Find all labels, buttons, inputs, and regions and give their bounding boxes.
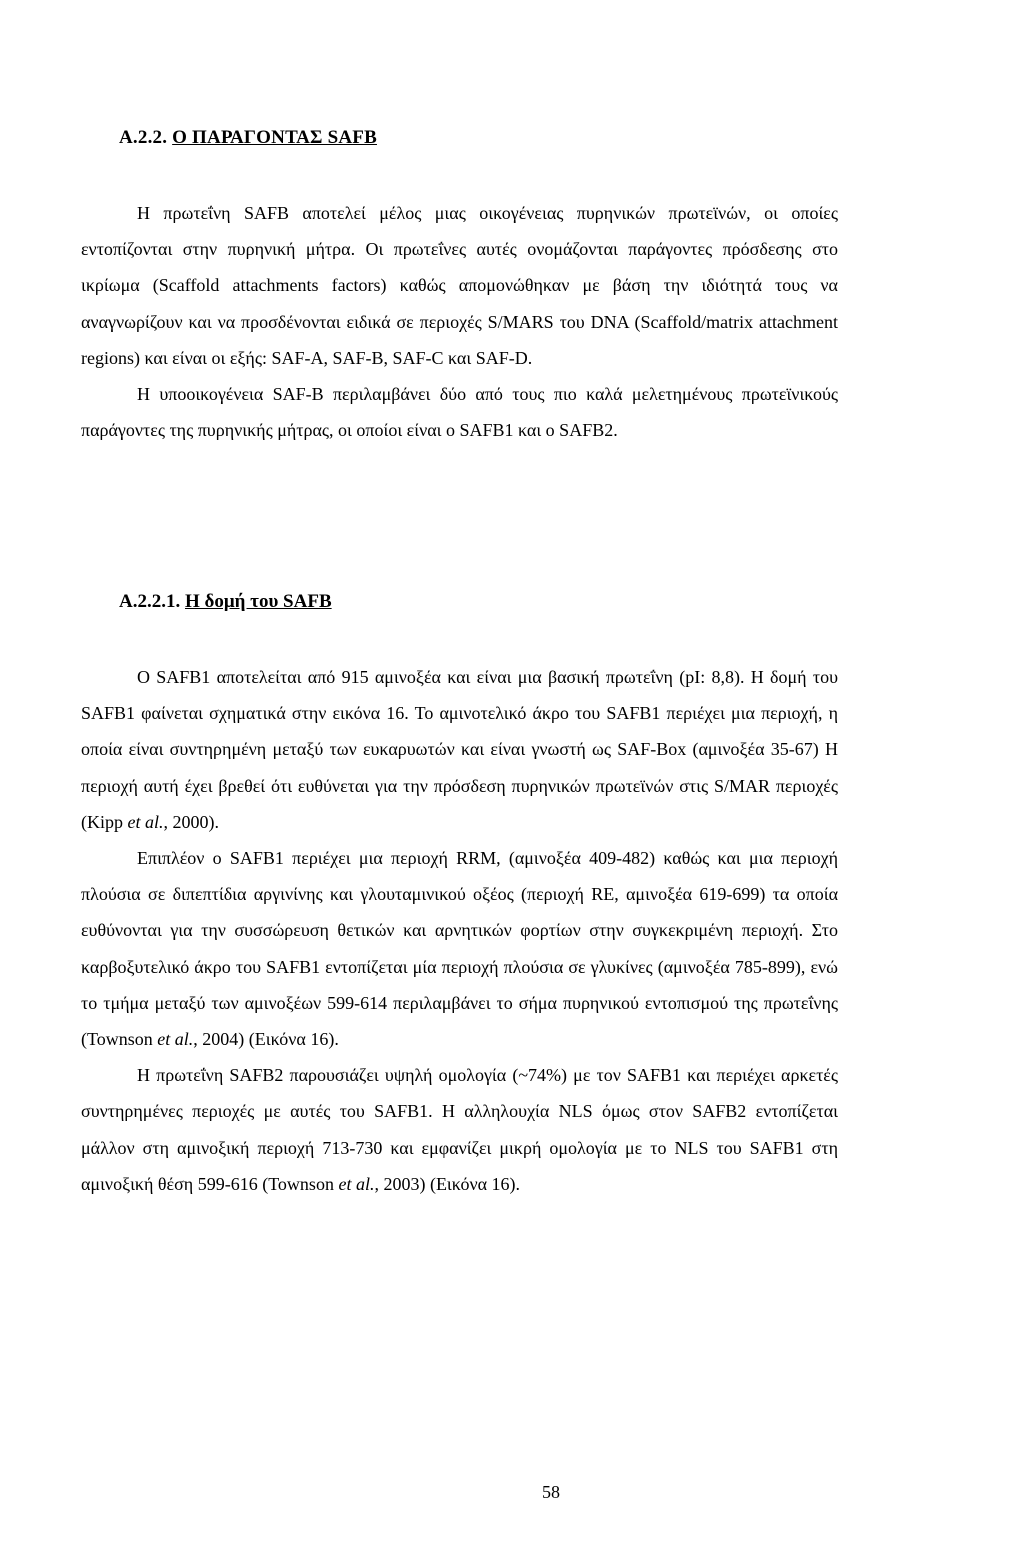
- intro-paragraph-1: Η πρωτεΐνη SAFB αποτελεί μέλος μιας οικογένειας πυρηνικών πρωτεϊνών, οι οποίες εντοπίζονται στην πυρηνική μήτρα. Οι πρωτεΐνες αυτές ονομάζονται παράγοντες πρόσδεσης στο ικρίωμα (Scaffold attachments factors) καθώς απομονώθηκαν με βάση την ιδιότητά τους να αναγνωρίζουν και να προσδένονται ειδικά σε περιοχές S/MARS του DNA (Scaffold/matrix attachment regions) και είναι οι εξής: SAF-A, SAF-B, SAF-C και SAF-D.: [81, 203, 838, 368]
- structure-paragraph-1: [81, 659, 838, 840]
- structure-p2-etal: et al.: [157, 1029, 194, 1050]
- structure-p3-tail: , 2003) (Εικόνα 16).: [374, 1173, 521, 1194]
- structure-p1-text: Ο SAFB1 αποτελείται από 915 αμινοξέα και είναι μια βασική πρωτεΐνη (pI: 8,8). Η δομή του SAFB1 φαίνεται σχηματικά στην εικόνα 16. Το αμινοτελικό άκρο του SAFB1 περιέχει μια περιοχή, η οποία είναι συντηρημένη μεταξύ των ευκαρυωτών και είναι γνωστή ως SAF-Box (αμινοξέα 35-67) Η περιοχή αυτή έχει βρεθεί ότι ευθύνεται για την πρόσδεση πυρηνικών πρωτεϊνών στις S/MAR περιοχές (Kipp: [81, 667, 838, 832]
- structure-p2-text: Επιπλέον ο SAFB1 περιέχει μια περιοχή RRM, (αμινοξέα 409-482) καθώς και μια περιοχή πλούσια σε διπεπτίδια αργινίνης και γλουταμινικού οξέος (περιοχή RE, αμινοξέα 619-699) τα οποία ευθύνονται για την συσσώρευση θετικών και αρνητικών φορτίων στην συγκεκριμένη περιοχή. Στο καρβοξυτελικό άκρο του SAFB1 εντοπίζεται μία περιοχή πλούσια σε γλυκίνες (αμινοξέα 785-899), ενώ το τμήμα μεταξύ των αμινοξέων 599-614 περιλαμβάνει το σήμα πυρηνικού εντοπισμού της πρωτεΐνης (Townson: [81, 848, 838, 1050]
- section-number: A.2.2.: [119, 127, 168, 148]
- structure-p1-etal: et al.: [127, 811, 164, 832]
- structure-paragraph-2: [81, 840, 838, 1057]
- structure-p3-text: Η πρωτεΐνη SAFB2 παρουσιάζει υψηλή ομολογία (~74%) με τον SAFB1 και περιέχει αρκετές συντηρημένες περιοχές με αυτές του SAFB1. Η αλληλουχία NLS όμως στον SAFB2 εντοπίζεται μάλλον στη αμινοξική περιοχή 713-730 και εμφανίζει μικρή ομολογία με το NLS του SAFB1 στη αμινοξική θέση 599-616 (Townson: [81, 1065, 838, 1194]
- section-heading: [119, 127, 377, 149]
- section-title: Ο ΠΑΡΑΓΟΝΤΑΣ SAFB: [172, 127, 377, 148]
- structure-p1-tail: , 2000).: [163, 811, 219, 832]
- structure-paragraph-3: [81, 1057, 838, 1202]
- subsection-title: Η δομή του SAFB: [184, 591, 332, 612]
- structure-p3-etal: et al.: [338, 1173, 375, 1194]
- page-number: 58: [542, 1482, 560, 1502]
- subsection-heading: [119, 591, 332, 613]
- intro-paragraph-2: Η υποοικογένεια SAF-B περιλαμβάνει δύο από τους πιο καλά μελετημένους πρωτεϊνικούς παράγοντες της πυρηνικής μήτρας, οι οποίοι είναι ο SAFB1 και ο SAFB2.: [81, 384, 838, 441]
- subsection-number: A.2.2.1.: [119, 591, 181, 612]
- intro-block: [81, 195, 838, 448]
- structure-p2-tail: , 2004) (Εικόνα 16).: [193, 1029, 339, 1050]
- structure-block: [81, 659, 838, 1202]
